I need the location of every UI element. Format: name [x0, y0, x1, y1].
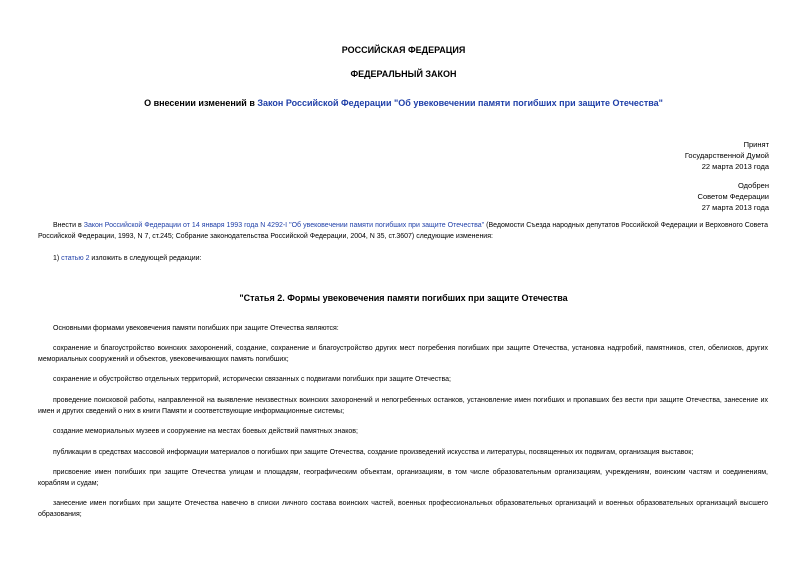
doc-type-heading: ФЕДЕРАЛЬНЫЙ ЗАКОН [350, 69, 457, 79]
article-paragraph: публикации в средствах массовой информации материалов о погибших при защите Отечества, создание произведений искусства и литературы, посвященных их подвигам, организация выставок; [53, 449, 694, 456]
article-2-link[interactable]: статью 2 [61, 255, 90, 262]
intro-prefix: Внести в [53, 222, 84, 229]
article-paragraph: проведение поисковой работы, направленной на выявление неизвестных воинских захоронений и непогребенных останков, установление имен погибших и пропавших без вести при защите Отечества, занесение их имен и других сведений о них в книги Памяти и соответствующие информационные системы; [38, 397, 768, 415]
item-1-prefix: 1) [53, 255, 62, 262]
duma-date: 22 марта 2013 года [701, 162, 769, 171]
country-heading: РОССИЙСКАЯ ФЕДЕРАЦИЯ [341, 45, 466, 55]
duma-adoption-block [685, 139, 769, 172]
article-2-title: "Статья 2. Формы увековечения памяти погибших при защите Отечества [239, 293, 568, 303]
intro-suffix: (Ведомости Съезда народных депутатов Российской Федерации и Верховного Совета Российской Федерации, 1993, N 7, ст.245; Собрание законодательства Российской Федерации, 2004, N 35, ст.3607) следующие изменения: [38, 222, 768, 240]
article-paragraph: создание мемориальных музеев и сооружение на местах боевых действий памятных знаков; [53, 428, 358, 435]
law-title-prefix: О внесении изменений в [144, 98, 258, 108]
article-paragraph: сохранение и благоустройство воинских захоронений, создание, сохранение и благоустройство других мест погребения погибших при защите Отечества, установка надгробий, памятников, стел, обелисков, других мемориальных сооружений и объектов, увековечивающих память погибших; [38, 345, 768, 363]
article-paragraph: занесение имен погибших при защите Отечества навечно в списки личного состава воинских частей, военных профессиональных образовательных организаций и военных образовательных организаций высшего образования; [38, 500, 768, 518]
item-1-suffix: изложить в следующей редакции: [89, 255, 202, 262]
law-title [0, 98, 807, 108]
item-1-paragraph [38, 253, 768, 264]
intro-law-link[interactable]: Закон Российской Федерации от 14 января 1993 года N 4292-I "Об увековечении памяти погибших при защите Отечества" [83, 222, 485, 229]
article-paragraph: присвоение имен погибших при защите Отечества улицам и площадям, географическим объектам, организациям, в том числе образовательным организациям, учреждениям, воинским частям и соединениям, кораблям и судам; [38, 469, 768, 487]
duma-label: Государственной Думой [684, 151, 769, 160]
law-title-link[interactable]: Закон Российской Федерации "Об увековечении памяти погибших при защите Отечества" [257, 98, 663, 108]
accepted-label: Принят [743, 140, 769, 149]
approved-label: Одобрен [738, 181, 769, 190]
council-date: 27 марта 2013 года [701, 203, 769, 212]
intro-paragraph [38, 220, 768, 242]
article-paragraph: сохранение и обустройство отдельных территорий, исторически связанных с подвигами погибших при защите Отечества; [53, 376, 451, 383]
article-paragraph: Основными формами увековечения памяти погибших при защите Отечества являются: [53, 325, 339, 332]
council-approval-block [698, 180, 769, 213]
council-label: Советом Федерации [697, 192, 769, 201]
